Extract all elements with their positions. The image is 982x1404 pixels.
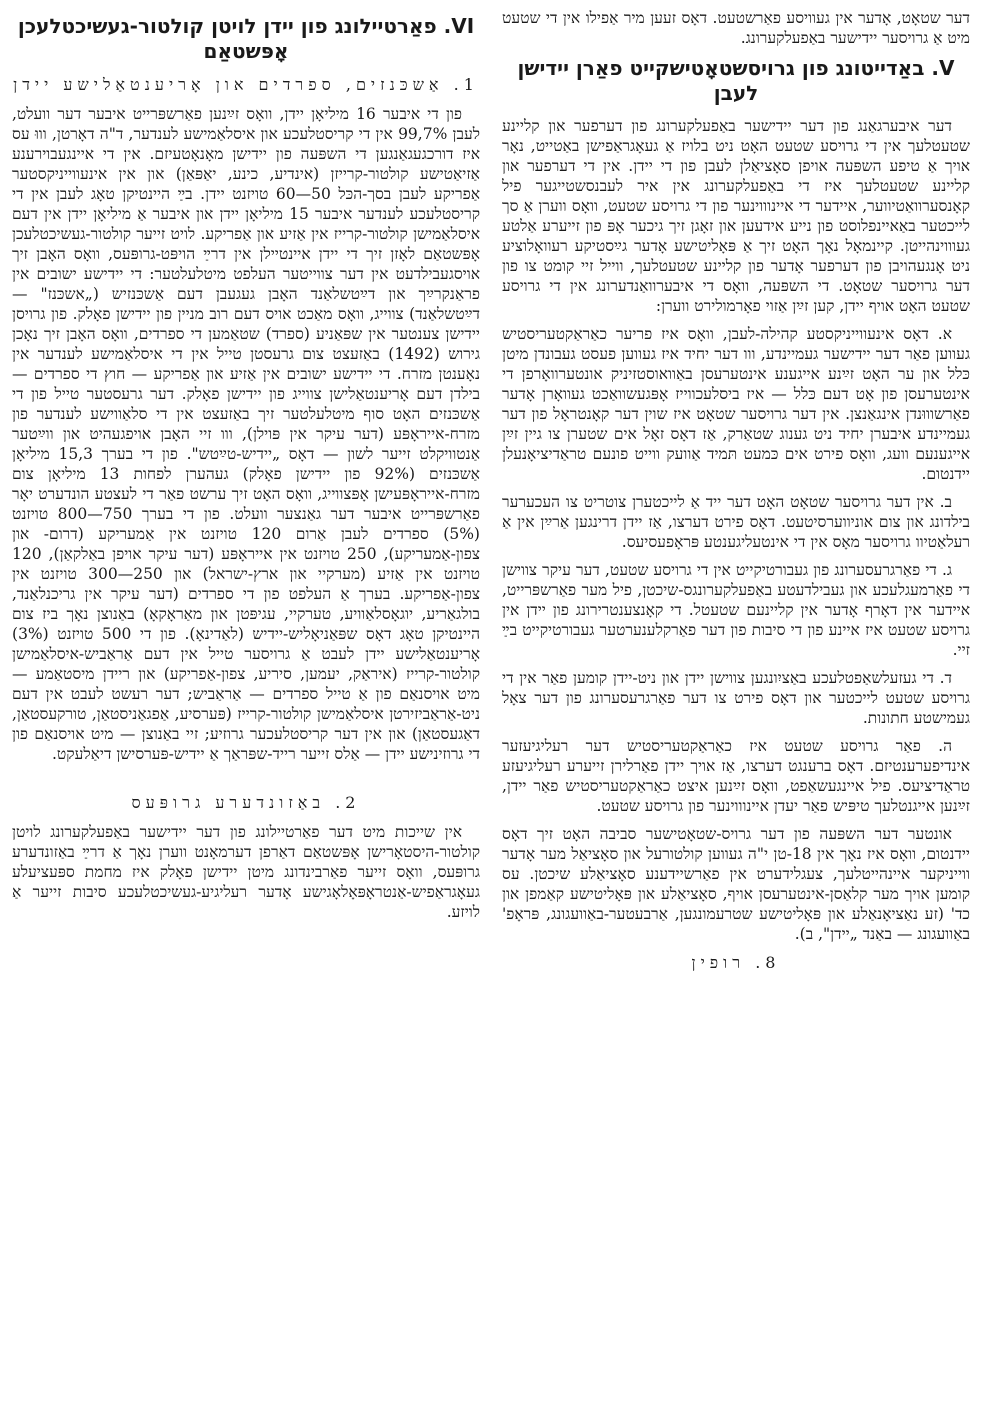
chapter-v-paragraph: א. דאָס אינעווייניקסטע קהילה-לעבן, וואָס איז פריער כאַראַקטעריסטיש געווען פאַר דער יידישער געמיינדע, ווו דער יחיד איז געווען פעסט געבונדן מיטן כּלל און ער האָט זײַנע אייגענע אינטערעסן באַוואוסטזיניק אונטערוואָרפן די אינטערעסן פון אָט דעם כּלל — איז ביסלעכווייז אָפּגעשוואַכט געוואָרן אָדער פאַרשוווּנדן אינגאַנצן. אין דער גרויסער שטאָט איז שוין דער קאָנטראָל פון דער געמיינדע איבערן יחיד ניט גענוג שטאַרק, אַז דאָס זאָל אים שטערן צו גיין זײַן אייגענעם וועג, וואָס פירט אים כּמעט תּמיד אַוועק ווייט פונעם טראַדיציאָנעלן יידנטום.: [502, 325, 970, 483]
footer-heading: 8. רופין: [691, 953, 781, 972]
chapter-v-number: V.: [931, 56, 955, 80]
section-1-heading: 1. אַשכּנזים, ספרדים און אָריענטאַלישע יידן: [13, 75, 479, 94]
two-column-layout: [12, 8, 970, 1398]
intro-paragraph: דער שטאָט, אָדער אין געוויסע פאַרשטעט. דאָס זעען מיר אַפילו אין די שטעט מיט אַ גרויסער יידישער באַפעלקערונג.: [502, 9, 970, 47]
chapter-vi-number: VI.: [443, 14, 475, 38]
section-1-paragraph: פון די איבער 16 מיליאָן יידן, וואָס זײַנען פאַרשפּרייט איבער דער וועלט, לעבן 99,7% אין די קריסטלעכע און איסלאַמישע לענדער, ד"ה דאָרטן, וווּ עס איז דורכגעגאַנגען די השפּעה פון יידישן מאָנאָטעיזם. אין די איינגעבוירענע אַזיאַטישע קולטור-קרייזן (אינדיע, כינע, יאַפּאַן) און אין אינעווייניקסטער אַפריקע לעבן בסך-הכּל 50—60 טויזנט יידן. בײַ היינטיקן טאָג לעבן אין די קריסטלעכע לענדער איבער 15 מיליאָן יידן און איבער אַ מיליאָן יידן אין דעם איסלאַמישן קולטור-קרייז אין אַזיע און אַפריקע. לויט זייער קולטור-געשיכטלעכן אָפּשטאַם לאָזן זיך די יידן איינטיילן אין דרײַ הויפּט-גרופּעס, וואָס האָבן זיך אויסגעבילדעט אין דער צווייטער העלפט מיטלעלטער: די יידישע ישובים אין פראַנקרײַך און דײַטשלאַנד האָבן געגעבן דעם אַשכּנזיש („אשכּנז" — דײַטשלאַנד) צווייג, וואָס מאַכט אויס דעם רוב מניין פון יידישן פאָלק. פון גרויסן יידישן צענטער אין שפּאַניע (ספרד) שטאַמען די ספרדים, וואָס האָבן זיך נאָכן גירוש (1492) באַזעצט צום גרעסטן טייל אין די איסלאַמישע לענדער אין נאָענטן מזרח. די יידישע ישובים אין אַזיע און אַפריקע — חוץ די ספרדים — בילדן דעם אָריענטאַלישן צווייג פון יידישן פאָלק. דער גרעסטער טייל פון די אַשכּנזים האָט סוף מיטלעלטער זיך באַזעצט אין די סלאַווישע לענדער פון מזרח-אייראָפּע (דער עיקר אין פּוילן), ווו זיי האָבן אויפגעהיט און ווײַטער אַנטוויקלט זייער לשון — דאָס „יידיש-טײַטש". פון די בערך 15,3 מיליאָן אַשכּנזים (92% פון יידישן פאָלק) געהערן לפחות 13 מיליאָן צום מזרח-אייראָפּעישן אָפּצווייג, וואָס האָט זיך ערשט פאַר די לעצטע הונדערט יאָר פאַרשפּרייט איבער דער גאַנצער וועלט. פון די בערך 750—800 טויזנט (5%) ספרדים לעבן אַרום 120 טויזנט אין אַמעריקע (דרום- און צפון-אַמעריקע), 250 טויזנט אין אייראָפּע (דער עיקר אויפן באַלקאַן), 120 טויזנט אין אַזיע (מערקיי און ארץ-ישראל) און 250—300 טויזנט אין צפון-אַפריקע. בערך אַ העלפט פון די ספרדים (דער עיקר אין גריכנלאַנד, בולגאַריע, יוגאָסלאַוויע, טערקיי, עגיפּטן און מאַראָקאָ) באַנוצן נאָך ביז צום היינטיקן טאָג דאָס שפּאַניאָליש-יידיש (לאַדינאָ). פון די 500 טויזנט (3%) אָריענטאַלישע יידן לעבט אַ גרויסער טייל אין דעם אַראַביש-איסלאַמישן קולטור-קרייז (איראַק, יעמען, סיריע, צפון-אַפריקע) און ריידן מיסטאַמע — מיט אויסנאַם פון אַ טייל ספרדים — אַראַביש; דער רעשט לעבט אין דעם ניט-אַראַביזירטן איסלאַמישן קולטור-קרייז (פּערסיע, אַפגאַניסטאַן, טורקעסטאַן, דאַגעסטאַן) און אין דער קריסטלעכער גרוזיע; זיי באַנוצן — מיט אויסנאַם פון די גרוזינישע יידן — אַלס זייער רייד-שפּראַך אַ יידיש-פּערסישן דיאַלעקט.: [12, 105, 480, 763]
chapter-vi-heading: [12, 14, 480, 64]
chapter-v-paragraph: ד. די געזעלשאַפטלעכע באַציִונגען צווישן יידן און ניט-יידן קומען פאַר אין די גרויסע שטעט לייכטער און דאָס פירט צו דער פאַרגרעסערונג פון דער צאָל געמישטע חתונות.: [502, 669, 970, 727]
section-gap: [12, 772, 480, 784]
chapter-v-paragraph: ב. אין דער גרויסער שטאָט האָט דער ייד אַ לייכטערן צוטריט צו העכערער בילדונג און צום אוניווערסיטעט. דאָס פירט דערצו, אַז יידן דרינגען אַרײַן אין אַ רעלאַטיוו גרויסער מאָס אין די אינטעליגענטע פּראָפעסיעס.: [502, 493, 970, 551]
chapter-v-paragraph: ג. די פאַרגרעסערונג פון געבורטיקייט אין די גרויסע שטעט, דער עיקר צווישן די פאַרמעגלעכע און געבילדעטע באַפעלקערונגס-שיכטן, פיל מער פאַרשפּרייט, איידער אין דאָרף אָדער אין קליינעם שטעטל. די קאָנצענטרירונג פון יידן אין גרויסע שטעט איז איינע פון די סיבות פון דער פאַרקלענערטער געבורטיקייט בײַ זיי.: [502, 561, 970, 659]
section-2-paragraph: אין שייכות מיט דער פאַרטיילונג פון דער יידישער באַפעלקערונג לויטן קולטור-היסטאָרישן אָפּשטאַם דאַרפן דערמאָנט ווערן נאָך אַ דרײַ באַזונדערע גרופּעס, וואָס זייער פאַרבינדונג מיטן יידישן פאָלק איז מחמת ספּעציעלע געאָגראַפיש-אַנטראָפּאָלאָגישע אָדער רעליגיע-געשיכטלעכע סיבות זייער אַ לויזע.: [12, 823, 480, 921]
chapter-v-paragraph: ה. פאַר גרויסע שטעט איז כאַראַקטעריסטיש דער רעליגיעזער אינדיפערענטיזם. דאָס ברענגט דערצו, אַז אויך יידן פאַרלירן זייערע רעליגיעזע טראַדיציעס. פיל איינגעשאַפט, וואָס זײַנען איצט כאַראַקטעריסטיש פאַר יידן, זײַנען אייגנטלעך טיפּיש פאַר יעדן איינוווינער פון גרויסע שטעט.: [502, 737, 970, 815]
chapter-v-title: באַדייטונג פון גרויסשטאָטישקייט פאַרן יידישן לעבן: [517, 56, 925, 105]
chapter-v-paragraph: דער איבערגאַנג פון דער יידישער באַפעלקערונג פון דערפער און קליינע שטעטלעך אין די גרויסע שטעט האָט ניט בלויז אַ געאָגראַפישן באַטייט, נאָר אויך אַ טיפע השפּעה אויפן סאָציאַלן לעבן פון די יידן. אין די דערפער און קליינע שטעטלעך איז די באַפעלקערונג אין איר לעבנסשטייגער פיל קאָנסערוואַטיווער, איידער די איינוווינער פון די גרויסע שטעט, וואָס ווערן אַ סך לייכטער באַאיינפלוסט פון נייע אידעען און זאָגן זיך גיכער אָפּ פון זייערע אַלטע געוווינהייטן. קיינמאָל נאָך האָט זיך אַ פּאָליטישע אָדער גײַסטיקע רעוואָלוציע ניט אָנגעהויבן פון דערפער אָדער פון קליינע שטעטלעך, ווייל זיי קומט צו פון דער גרויסער שטאָט. די השפּעה, וואָס די איבערוואַנדערונג אין די גרויסע שטעט האָט אויף יידן, קען זײַן אַזוי פאָרמולירט ווערן:: [502, 117, 970, 315]
chapter-vi-title: פאַרטיילונג פון יידן לויטן קולטור-געשיכטלעכן אָפּשטאַם: [17, 14, 437, 63]
right-column: [502, 8, 970, 1398]
left-column: [12, 8, 480, 1398]
chapter-v-heading: [502, 56, 970, 106]
section-2-heading: 2. באַזונדערע גרופּעס: [131, 793, 361, 812]
chapter-v-paragraph: אונטער דער השפּעה פון דער גרויס-שטאָטישער סביבה האָט זיך דאָס יידנטום, וואָס איז נאָך אין 18-טן י"ה געווען קולטורעל און סאָציאַל מער אָדער ווייניקער איינהייטלעך, צעגלידערט אין פאַרשיידענע סאָציאַלע שיכטן. עס קומען אויך מער קלאַסן-אינטערעסן אויף, סאָציאַלע און פּאָליטישע קאַמפן און כד' (זע נאַציאָנאַלע און פּאָליטישע שטרעמונגען, אַרבעטער-באַוועגונג, פּראָפ' באַוועגונג — באַנד „יידן", ב).: [502, 825, 970, 943]
